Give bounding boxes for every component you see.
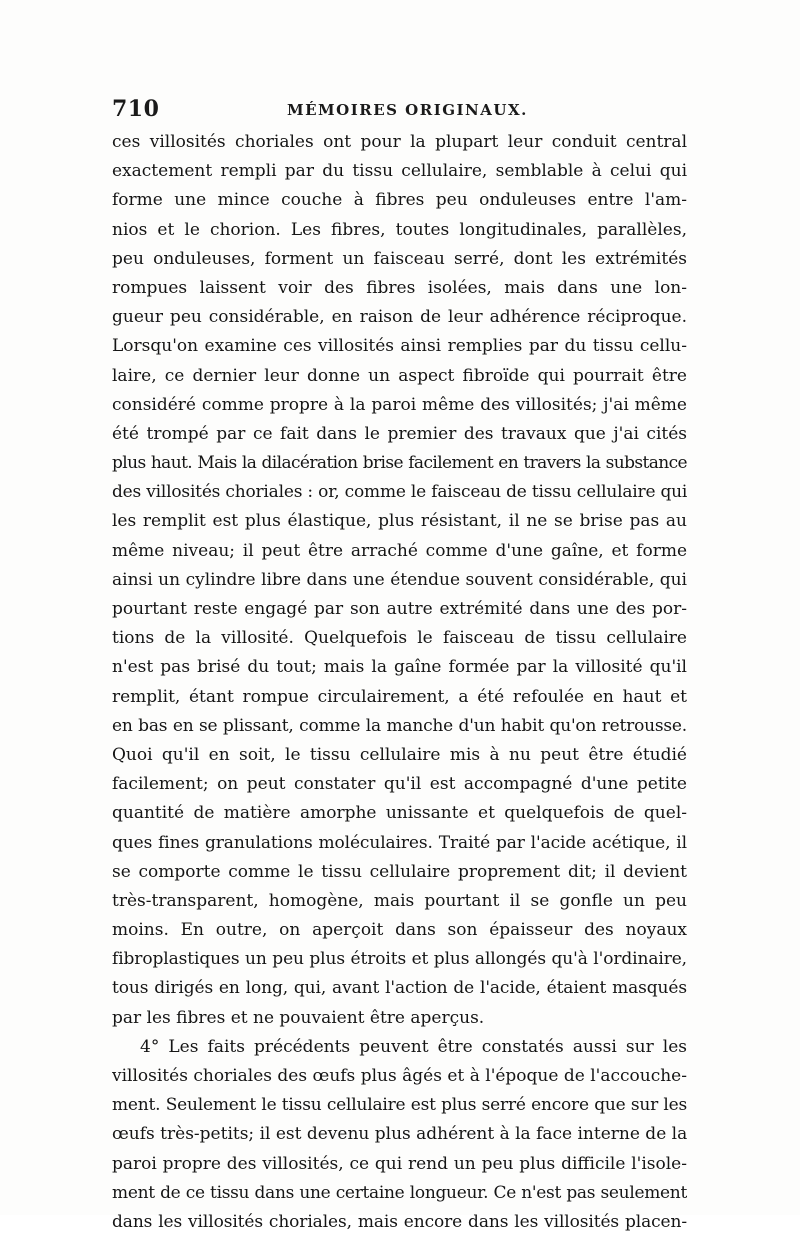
text-line: même niveau; il peut être arraché comme d'une gaîne, et forme (112, 540, 687, 561)
text-line: Lorsqu'on examine ces villosités ainsi remplies par du tissu cellu- (112, 336, 687, 357)
text-line: 4° Les faits précédents peuvent être constatés aussi sur les (140, 1036, 687, 1057)
text-line: peu onduleuses, forment un faisceau serré, dont les extrémités (112, 248, 687, 269)
text-line: par les fibres et ne pouvaient être aperçus. (112, 1007, 485, 1028)
text-line: ques fines granulations moléculaires. Traité par l'acide acétique, il (112, 832, 687, 853)
text-line: se comporte comme le tissu cellulaire proprement dit; il devient (112, 861, 687, 882)
text-line: facilement; on peut constater qu'il est accompagné d'une petite (112, 774, 687, 795)
page-header (112, 96, 687, 126)
text-line: en bas en se plissant, comme la manche d'un habit qu'on retrousse. (112, 715, 687, 736)
text-line: ces villosités choriales ont pour la plupart leur conduit central (112, 132, 687, 152)
text-line: œufs très-petits; il est devenu plus adhérent à la face interne de la (112, 1124, 687, 1145)
text-line: été trompé par ce fait dans le premier des travaux que j'ai cités (112, 423, 687, 444)
text-line: moins. En outre, on aperçoit dans son épaisseur des noyaux (112, 920, 687, 941)
text-line: tions de la villosité. Quelquefois le faisceau de tissu cellulaire (112, 628, 687, 649)
text-line: rompues laissent voir des fibres isolées, mais dans une lon- (112, 277, 687, 298)
text-line: plus haut. Mais la dilacération brise facilement en travers la substance (112, 453, 687, 474)
body-text (112, 128, 687, 1237)
text-line: exactement rempli par du tissu cellulaire, semblable à celui qui (112, 161, 687, 182)
text-line: considéré comme propre à la paroi même des villosités; j'ai même (112, 394, 687, 415)
text-line: pourtant reste engagé par son autre extrémité dans une des por- (112, 599, 687, 619)
text-line: ainsi un cylindre libre dans une étendue souvent considérable, qui (112, 569, 687, 590)
text-line: fibroplastiques un peu plus étroits et plus allongés qu'à l'ordinaire, (112, 949, 687, 970)
text-line: laire, ce dernier leur donne un aspect fibroïde qui pourrait être (112, 365, 687, 386)
text-line: des villosités choriales : or, comme le faisceau de tissu cellulaire qui (112, 482, 687, 503)
text-line: villosités choriales des œufs plus âgés et à l'époque de l'accouche- (112, 1066, 687, 1086)
text-line: gueur peu considérable, en raison de leur adhérence réciproque. (112, 307, 687, 328)
page-number: 710 (112, 96, 160, 122)
text-line: ment de ce tissu dans une certaine longueur. Ce n'est pas seulement (112, 1182, 687, 1203)
text-line: nios et le chorion. Les fibres, toutes longitudinales, parallèles, (112, 219, 687, 240)
running-title: MÉMOIRES ORIGINAUX. (287, 101, 528, 119)
text-line: dans les villosités choriales, mais encore dans les villosités placen- (112, 1211, 687, 1232)
text-line: remplit, étant rompue circulairement, a été refoulée en haut et (112, 686, 687, 707)
text-line: très-transparent, homogène, mais pourtant il se gonfle un peu (112, 890, 687, 911)
text-line: ment. Seulement le tissu cellulaire est plus serré encore que sur les (112, 1095, 687, 1116)
text-line: forme une mince couche à fibres peu onduleuses entre l'am- (112, 190, 687, 211)
text-line: les remplit est plus élastique, plus résistant, il ne se brise pas au (112, 511, 687, 532)
text-line: tous dirigés en long, qui, avant l'action de l'acide, étaient masqués (112, 978, 687, 999)
text-line: Quoi qu'il en soit, le tissu cellulaire mis à nu peut être étudié (112, 744, 687, 765)
text-line: n'est pas brisé du tout; mais la gaîne formée par la villosité qu'il (112, 657, 687, 678)
text-line: quantité de matière amorphe unissante et quelquefois de quel- (112, 803, 687, 824)
text-line: paroi propre des villosités, ce qui rend un peu plus difficile l'isole- (112, 1153, 687, 1174)
